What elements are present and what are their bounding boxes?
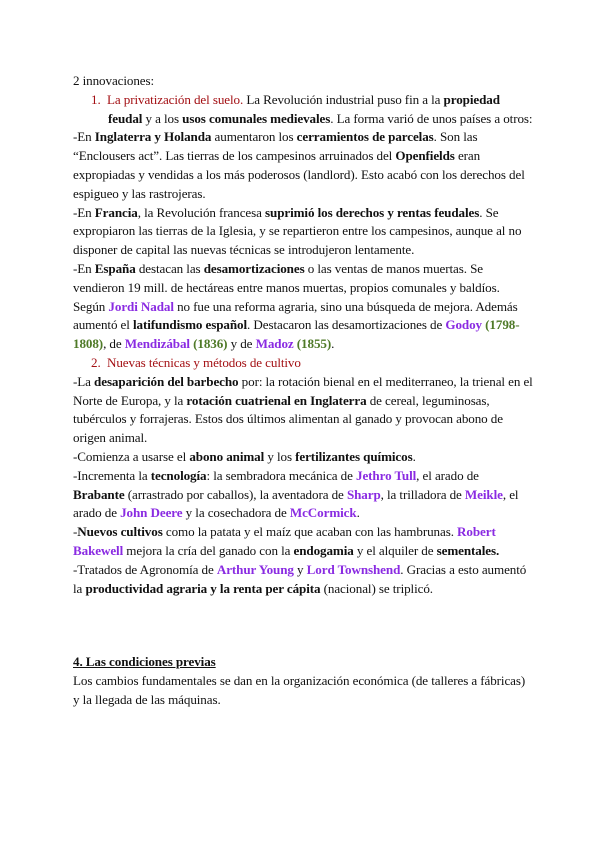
bold-term: productividad agraria y la renta per cápita bbox=[85, 580, 321, 596]
text-run: - bbox=[73, 524, 78, 540]
text-run: de cereal, leguminosas, tubérculos y forrajeras. Estos dos últimos alimentan al ganado y provocan abono de origen animal. bbox=[73, 392, 503, 446]
person-name: Jordi Nadal bbox=[108, 298, 174, 314]
text-run: , de bbox=[103, 336, 125, 352]
list-item-1 bbox=[73, 91, 533, 129]
text-run: La Revolución industrial puso fin a la bbox=[243, 91, 444, 107]
text-run: , la Revolución francesa bbox=[137, 204, 266, 220]
date-range: (1855) bbox=[293, 336, 332, 352]
person-name: Robert Bakewell bbox=[73, 524, 496, 558]
bold-term: desamortizaciones bbox=[203, 260, 305, 276]
intro-line: 2 innovaciones: bbox=[73, 73, 155, 88]
paragraph-espana bbox=[73, 260, 533, 354]
text-run: -Incrementa la bbox=[73, 467, 151, 483]
text-run: y el alquiler de bbox=[353, 542, 437, 558]
date-range: (1836) bbox=[189, 336, 228, 352]
text-run: , el arado de bbox=[416, 467, 479, 483]
text-run: o las ventas de manos muertas. Se vendieron 19 mill. de hectáreas entre manos muertas, propios comunales y baldíos. Según bbox=[73, 260, 500, 314]
paragraph-abono bbox=[73, 448, 533, 467]
person-name: Meikle bbox=[464, 486, 503, 502]
text-run: . La forma varió de unos países a otros: bbox=[330, 110, 533, 126]
bold-term: fertilizantes químicos bbox=[295, 448, 413, 464]
text-run: , el arado de bbox=[73, 486, 519, 521]
paragraph-francia bbox=[73, 204, 533, 260]
person-name: Arthur Young bbox=[216, 561, 294, 577]
text-run: y a los bbox=[142, 110, 183, 126]
text-run: aumentaron los bbox=[211, 129, 297, 145]
list-item-2 bbox=[73, 354, 533, 373]
bold-term: Inglaterra y Holanda bbox=[94, 129, 212, 145]
document-page bbox=[73, 72, 533, 710]
text-run: (nacional) se triplicó. bbox=[320, 580, 433, 596]
bold-term: abono animal bbox=[189, 448, 265, 464]
list-number-1: 1. bbox=[91, 91, 101, 107]
bold-term: latifundismo español bbox=[132, 317, 248, 333]
text-run: . bbox=[331, 336, 335, 352]
text-run: no fue una reforma agraria, sino una búsqueda de mejora. Además aumentó el bbox=[73, 298, 518, 333]
bold-term: propiedad feudal bbox=[108, 91, 500, 126]
text-run: : la sembradora mecánica de bbox=[206, 467, 357, 483]
person-name: Jethro Tull bbox=[356, 467, 417, 483]
text-run: -En bbox=[73, 204, 95, 220]
text-run: -La bbox=[73, 373, 95, 389]
person-name: John Deere bbox=[120, 505, 183, 521]
bold-term: Nuevos cultivos bbox=[77, 524, 163, 540]
text-run: . Son las “Enclousers act”. Las tierras de los campesinos arruinados del bbox=[73, 129, 478, 164]
text-run: . bbox=[412, 448, 416, 464]
text-run: mejora la cría del ganado con la bbox=[123, 542, 294, 558]
bold-term: sementales. bbox=[436, 542, 500, 558]
date-range: (1798-1808) bbox=[73, 317, 520, 352]
paragraph-tratados bbox=[73, 561, 533, 599]
text-run: . Destacaron las desamortizaciones de bbox=[247, 317, 446, 333]
bold-term: suprimió los derechos y rentas feudales bbox=[265, 204, 480, 220]
paragraph-tecnologia bbox=[73, 467, 533, 523]
text-run: y la cosechadora de bbox=[182, 505, 290, 521]
section-heading: 4. Las condiciones previas bbox=[73, 654, 216, 670]
text-run: por: la rotación bienal en el mediterraneo, la trienal en el Norte de Europa, y la bbox=[73, 373, 533, 408]
person-name: McCormick bbox=[289, 505, 357, 521]
person-name: Mendizábal bbox=[124, 336, 190, 352]
bold-term: rotación cuatrienal en Inglaterra bbox=[186, 392, 367, 408]
person-name: Godoy bbox=[445, 317, 482, 333]
paragraph-barbecho bbox=[73, 373, 533, 448]
text-run: . bbox=[356, 505, 360, 521]
bold-term: endogamia bbox=[293, 542, 354, 558]
bold-term: Openfields bbox=[395, 148, 455, 164]
bold-term: desaparición del barbecho bbox=[94, 373, 239, 389]
text-run: y bbox=[293, 561, 307, 577]
text-run: -Comienza a usarse el bbox=[73, 448, 190, 464]
text-run: y los bbox=[264, 448, 296, 464]
list-title-1: La privatización del suelo. bbox=[106, 91, 244, 107]
text-run: eran expropiadas y vendidas a los más poderosos (landlord). Esto acabó con los derechos del espigueo y las rastrojeras. bbox=[73, 148, 525, 201]
section-paragraph: Los cambios fundamentales se dan en la organización económica (de talleres a fábricas) y la llegada de las máquinas. bbox=[73, 673, 526, 707]
bold-term: España bbox=[94, 260, 136, 276]
text-run: (arrastrado por caballos), la aventadora de bbox=[124, 486, 347, 502]
text-run: y de bbox=[227, 336, 256, 352]
text-run: . Gracias a esto aumentó la bbox=[73, 561, 527, 596]
person-name: Lord Townshend bbox=[306, 561, 401, 577]
list-number-2: 2. bbox=[91, 354, 101, 370]
text-run: destacan las bbox=[135, 260, 204, 276]
text-run: -En bbox=[73, 129, 95, 145]
list-title-2: Nuevas técnicas y métodos de cultivo bbox=[106, 354, 301, 370]
person-name: Sharp bbox=[346, 486, 381, 502]
bold-term: Francia bbox=[94, 204, 138, 220]
text-run: -En bbox=[73, 260, 95, 276]
paragraph-inglaterra bbox=[73, 128, 533, 203]
text-run: . Se expropiaron las tierras de la Iglesia, y se repartieron entre los campesinos, aunque al no disponer de capital las nuevas técnicas se introdujeron lentamente. bbox=[73, 204, 522, 258]
bold-term: usos comunales medievales bbox=[182, 110, 331, 126]
text-run: , la trilladora de bbox=[380, 486, 465, 502]
bold-term: cerramientos de parcelas bbox=[296, 129, 434, 145]
paragraph-cultivos bbox=[73, 523, 533, 561]
bold-term: Brabante bbox=[73, 486, 125, 502]
text-run: como la patata y el maíz que acaban con las hambrunas. bbox=[162, 524, 458, 540]
text-run: -Tratados de Agronomía de bbox=[73, 561, 217, 577]
spacer bbox=[73, 598, 533, 653]
person-name: Madoz bbox=[255, 336, 294, 352]
bold-term: tecnología bbox=[150, 467, 207, 483]
